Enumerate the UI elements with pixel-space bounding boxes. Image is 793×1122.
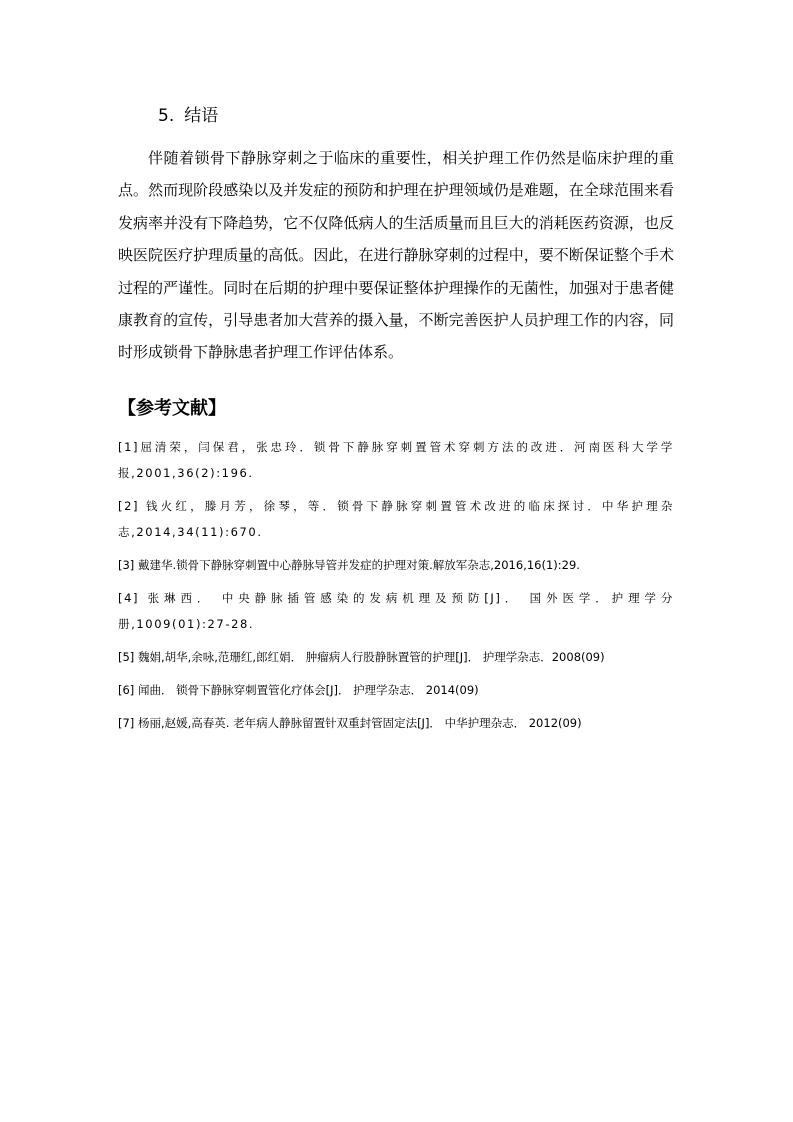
reference-item: [7] 杨丽,赵媛,高春英. 老年病人静脉留置针双重封管固定法[J]． 中华护理杂志． 2012(09) <box>118 716 582 730</box>
section-title: 结语 <box>184 106 219 126</box>
section-heading <box>158 104 218 128</box>
reference-item: [4] 张琳西． 中央静脉插管感染的发病机理及预防[J]． 国外医学．护理学分册,1009(01):27-28. <box>118 591 674 631</box>
reference-item: [3] 戴建华.锁骨下静脉穿刺置中心静脉导管并发症的护理对策.解放军杂志,2016,16(1):29. <box>118 558 580 572</box>
conclusion-paragraph: 伴随着锁骨下静脉穿刺之于临床的重要性，相关护理工作仍然是临床护理的重点。然而现阶段感染以及并发症的预防和护理在护理领域仍是难题，在全球范围来看发病率并没有下降趋势，它不仅降低病人的生活质量而且巨大的消耗医药资源，也反映医院医疗护理质量的高低。因此，在进行静脉穿刺的过程中，要不断保证整个手术过程的严谨性。同时在后期的护理中要保证整体护理操作的无菌性，加强对于患者健康教育的宣传，引导患者加大营养的摄入量，不断完善医护人员护理工作的内容，同时形成锁骨下静脉患者护理工作评估体系。 <box>118 149 674 362</box>
section-number: 5. <box>158 106 175 126</box>
references-list <box>118 434 674 743</box>
reference-item: [5] 魏娟,胡华,余咏,范珊红,郎红娟． 肿瘤病人行股静脉置管的护理[J]． 护理学杂志．2008(09) <box>118 650 605 664</box>
reference-item: [6] 闻曲． 锁骨下静脉穿刺置管化疗体会[J]． 护理学杂志． 2014(09) <box>118 683 479 697</box>
reference-item: [1]屈清荣，闫保君，张忠玲．锁骨下静脉穿刺置管术穿刺方法的改进．河南医科大学学报,2001,36(2):196. <box>118 440 674 480</box>
references-heading: 【参考文献】 <box>118 398 226 419</box>
reference-item: [2] 钱火红，滕月芳，徐琴，等．锁骨下静脉穿刺置管术改进的临床探讨．中华护理杂志,2014,34(11):670. <box>118 499 674 539</box>
